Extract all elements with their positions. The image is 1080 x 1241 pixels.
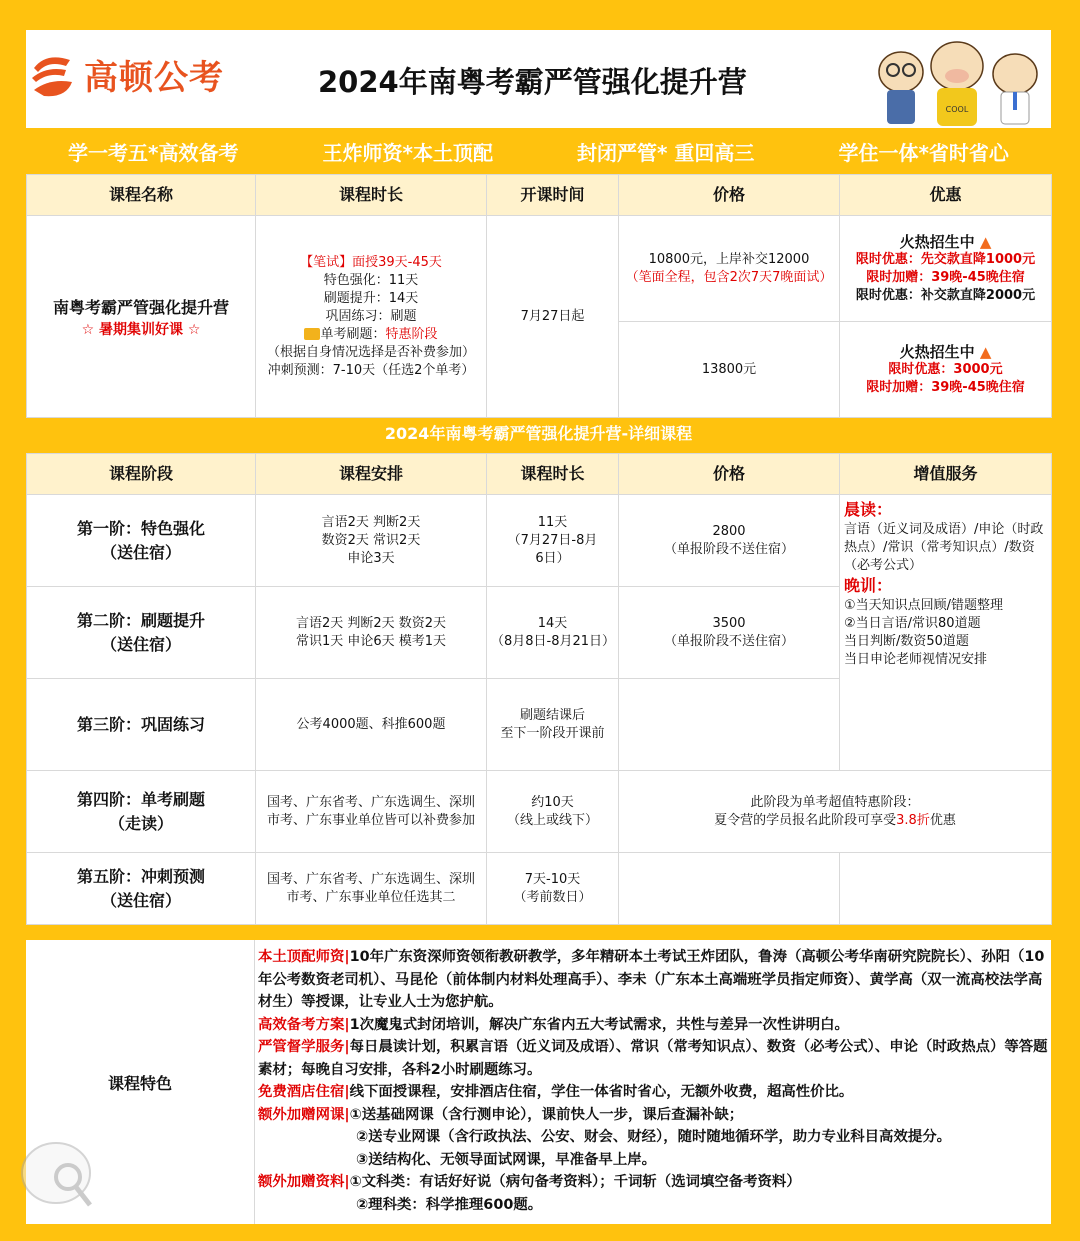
- plan-line: 公考4000题、科推600题: [296, 716, 446, 732]
- price-cell: 13800元: [619, 322, 840, 418]
- plan-line: 市考、广东事业单位皆可以补费参加: [266, 812, 475, 828]
- morning-title: 晨读：: [844, 500, 893, 519]
- plan-line: 国考、广东省考、广东选调生、深圳: [266, 871, 475, 887]
- feature-item: [258, 1081, 1048, 1104]
- stage-note: （走读）: [108, 813, 173, 833]
- course-features-section: [26, 940, 1051, 1224]
- offer-line: 限时加赠：39晚-45晚住宿: [866, 379, 1025, 395]
- fire-icon: ▲: [979, 342, 992, 361]
- stage-name: 第四阶：单考刷题: [76, 789, 205, 809]
- features-body: [258, 946, 1048, 1216]
- column-header: 课程阶段: [27, 454, 256, 495]
- svg-text:COOL: COOL: [945, 105, 969, 114]
- column-header: 课程时长: [256, 175, 487, 216]
- feature-subline: ②理科类：科学推理600题。: [356, 1196, 543, 1213]
- price-note: （笔面全程，包含2次7天7晚面试）: [625, 269, 833, 285]
- evening-line: ①当天知识点回顾/错题整理: [844, 598, 1004, 613]
- price-line: （单报阶段不送住宿）: [663, 633, 794, 649]
- feature-text: ①文科类：有话好好说（病句备考资料）；千词斩（选词填空备考资料）: [349, 1174, 801, 1190]
- dur-line: （考前数日）: [513, 889, 592, 905]
- plan-line: 言语2天 判断2天: [321, 514, 421, 530]
- empty-cell: [840, 853, 1052, 925]
- plan-line: 国考、广东省考、广东选调生、深圳: [266, 794, 475, 810]
- detail-course-table: [26, 453, 1052, 925]
- feature-tag: 免费酒店住宿|: [258, 1084, 350, 1100]
- duration-line: （根据自身情况选择是否补费参加）: [266, 344, 475, 360]
- page-title: 2024年南粤考霸严管强化提升营: [318, 65, 747, 99]
- duration-line: 单考刷题：: [320, 326, 386, 342]
- value-added-service-cell: [840, 495, 1052, 771]
- features-label: 课程特色: [26, 940, 255, 1224]
- feature-subline: ②送专业网课（含行政执法、公安、财会、财经），随时随地循环学，助力专业科目高效提分。: [356, 1129, 952, 1145]
- column-header: 课程名称: [27, 175, 256, 216]
- price-line: 夏令营的学员报名此阶段可享受: [714, 812, 897, 828]
- feature-item: [258, 946, 1048, 1014]
- feature-text: 1次魔鬼式封闭培训，解决广东省内五大考试需求，共性与差异一次性讲明白。: [349, 1016, 849, 1033]
- stage-name: 第二阶：刷题提升: [76, 610, 205, 630]
- offer-line: 限时优惠：补交款直降2000元: [855, 287, 1036, 303]
- evening-line: ②当日言语/常识80道题: [844, 616, 981, 631]
- offer-line: 限时优惠：先交款直降1000元: [855, 251, 1036, 267]
- column-header: 价格: [619, 175, 840, 216]
- logo: [26, 48, 224, 100]
- feature-tag: 严管督学服务|: [258, 1039, 350, 1055]
- evening-title: 晚训：: [844, 576, 893, 595]
- slogan: 学一考五*高效备考: [68, 140, 239, 165]
- offer-cell: [840, 216, 1052, 322]
- table-row: [27, 495, 1052, 587]
- feature-subline: ③送结构化、无领导面试网课，早准备早上岸。: [356, 1151, 656, 1168]
- column-header: 优惠: [840, 175, 1052, 216]
- feature-tag: 高效备考方案|: [258, 1016, 350, 1033]
- slogan: 王炸师资*本土顶配: [322, 140, 493, 165]
- dur-line: 6日）: [535, 550, 570, 566]
- logo-icon: [26, 48, 78, 100]
- dur-line: 11天: [537, 514, 568, 530]
- column-header: 开课时间: [487, 175, 619, 216]
- dur-line: 14天: [537, 615, 568, 631]
- stage-note: （送住宿）: [100, 890, 181, 910]
- feature-item: [258, 1036, 1048, 1081]
- price-line: （单报阶段不送住宿）: [663, 541, 794, 557]
- stage-note: （送住宿）: [100, 634, 181, 654]
- price-line: 优惠: [929, 812, 956, 828]
- dur-line: 7天-10天: [524, 871, 581, 887]
- empty-cell: [619, 853, 840, 925]
- stage-note: （送住宿）: [100, 542, 181, 562]
- table-header-row: [27, 454, 1052, 495]
- feature-text: 每日晨读计划，积累言语（近义词及成语）、常识（常考知识点）、数资（必考公式）、申论（时政热点）等答题素材；每晚自习安排，各科2小时刷题练习。: [258, 1039, 1048, 1078]
- course-overview-table: [26, 174, 1052, 418]
- evening-line: 当日申论老师视情况安排: [844, 652, 988, 667]
- slogan: 封闭严管* 重回高三: [577, 140, 755, 165]
- price-line: 此阶段为单考超值特惠阶段：: [750, 794, 920, 810]
- column-header: 价格: [619, 454, 840, 495]
- column-header: 课程时长: [487, 454, 619, 495]
- dur-line: 至下一阶段开课前: [500, 725, 605, 741]
- logo-text: 高顿公考: [84, 57, 224, 98]
- dur-line: （线上或线下）: [506, 812, 598, 828]
- empty-cell: [619, 679, 840, 771]
- table-row: [27, 853, 1052, 925]
- coupon-icon: [304, 328, 320, 340]
- stage-name: 第一阶：特色强化: [76, 518, 205, 538]
- header-banner: [26, 30, 1051, 128]
- offer-title: 火热招生中: [899, 232, 975, 251]
- price-line: 3500: [712, 615, 746, 631]
- price-line: 2800: [712, 523, 746, 539]
- slogan: 学住一体*省时省心: [838, 140, 1009, 165]
- duration-line: 刷题提升：14天: [323, 290, 419, 306]
- duration-line: 特色强化：11天: [323, 272, 419, 288]
- plan-line: 言语2天 判断2天 数资2天: [295, 615, 447, 631]
- section-subtitle: 2024年南粤考霸严管强化提升营-详细课程: [384, 424, 693, 443]
- star-icon: ☆: [187, 321, 201, 338]
- course-name: 南粤考霸严管强化提升营: [52, 297, 229, 317]
- column-header: 增值服务: [840, 454, 1052, 495]
- feature-item: [258, 1104, 1048, 1127]
- morning-text: 言语（近义词及成语）/申论（时政热点）/常识（常考知识点）/数资（必考公式）: [844, 522, 1044, 573]
- offer-cell: [840, 322, 1052, 418]
- plan-line: 数资2天 常识2天: [321, 532, 421, 548]
- dur-line: （8月8日-8月21日）: [491, 633, 616, 649]
- fire-icon: ▲: [979, 232, 992, 251]
- duration-cell: [256, 216, 487, 418]
- feature-tag: 额外加赠网课|: [258, 1106, 350, 1123]
- star-icon: ☆: [81, 321, 95, 338]
- course-name-cell: [27, 216, 256, 418]
- offer-title: 火热招生中: [899, 342, 975, 361]
- mascot-cows-illustration: [873, 32, 1043, 128]
- dur-line: （7月27日-8月: [507, 532, 598, 548]
- feature-item: [258, 1014, 1048, 1037]
- offer-line: 限时加赠：39晚-45晚住宿: [866, 269, 1025, 285]
- dur-line: 刷题结课后: [519, 707, 585, 723]
- dur-line: 约10天: [531, 794, 574, 810]
- feature-tag: 额外加赠资料|: [258, 1174, 350, 1190]
- mascot-magnifier-illustration: [16, 1125, 106, 1225]
- start-date-cell: 7月27日起: [487, 216, 619, 418]
- column-header: 课程安排: [256, 454, 487, 495]
- feature-item: [258, 1171, 1048, 1194]
- course-tag: 暑期集训好课: [99, 321, 183, 338]
- plan-line: 申论3天: [347, 550, 395, 566]
- price-cell: [619, 216, 840, 322]
- table-header-row: [27, 175, 1052, 216]
- discount-highlight: 3.8折: [896, 812, 930, 828]
- table-row: [27, 771, 1052, 853]
- feature-tag: 本土顶配师资|: [258, 949, 350, 965]
- slogan-bar: [26, 128, 1051, 174]
- duration-text: 面授39天-45天: [352, 254, 442, 270]
- stage4-price-cell: [619, 771, 1052, 853]
- stage-name: 第三阶：巩固练习: [76, 714, 205, 734]
- stage-name: 第五阶：冲刺预测: [76, 866, 205, 886]
- plan-line: 常识1天 申论6天 模考1天: [295, 633, 447, 649]
- duration-tag: 【笔试】: [300, 254, 353, 270]
- price-text: 10800元，上岸补交12000: [648, 251, 810, 267]
- duration-line: 巩固练习：刷题: [325, 308, 417, 324]
- feature-text: 10年广东资深师资领衔教研教学，多年精研本土考试王炸团队，鲁涛（高顿公考华南研究院院长）、孙阳（10年公考数资老司机）、马昆伦（前体制内材料处理高手）、李未（广东本土高端班学员指定师资）、黄学高（双一流高校法学高材生）等授课，让专业人士为您护航。: [258, 949, 1045, 1010]
- feature-text: ①送基础网课（含行测申论），课前快人一步，课后查漏补缺；: [349, 1106, 744, 1123]
- plan-line: 市考、广东事业单位任选其二: [286, 889, 456, 905]
- feature-text: 线下面授课程，安排酒店住宿，学住一体省时省心，无额外收费，超高性价比。: [349, 1084, 854, 1100]
- offer-line: 限时优惠：3000元: [888, 361, 1003, 377]
- evening-line: 当日判断/数资50道题: [844, 634, 969, 649]
- duration-line: 冲刺预测：7-10天（任选2个单考）: [267, 362, 475, 378]
- duration-highlight: 特惠阶段: [385, 326, 438, 342]
